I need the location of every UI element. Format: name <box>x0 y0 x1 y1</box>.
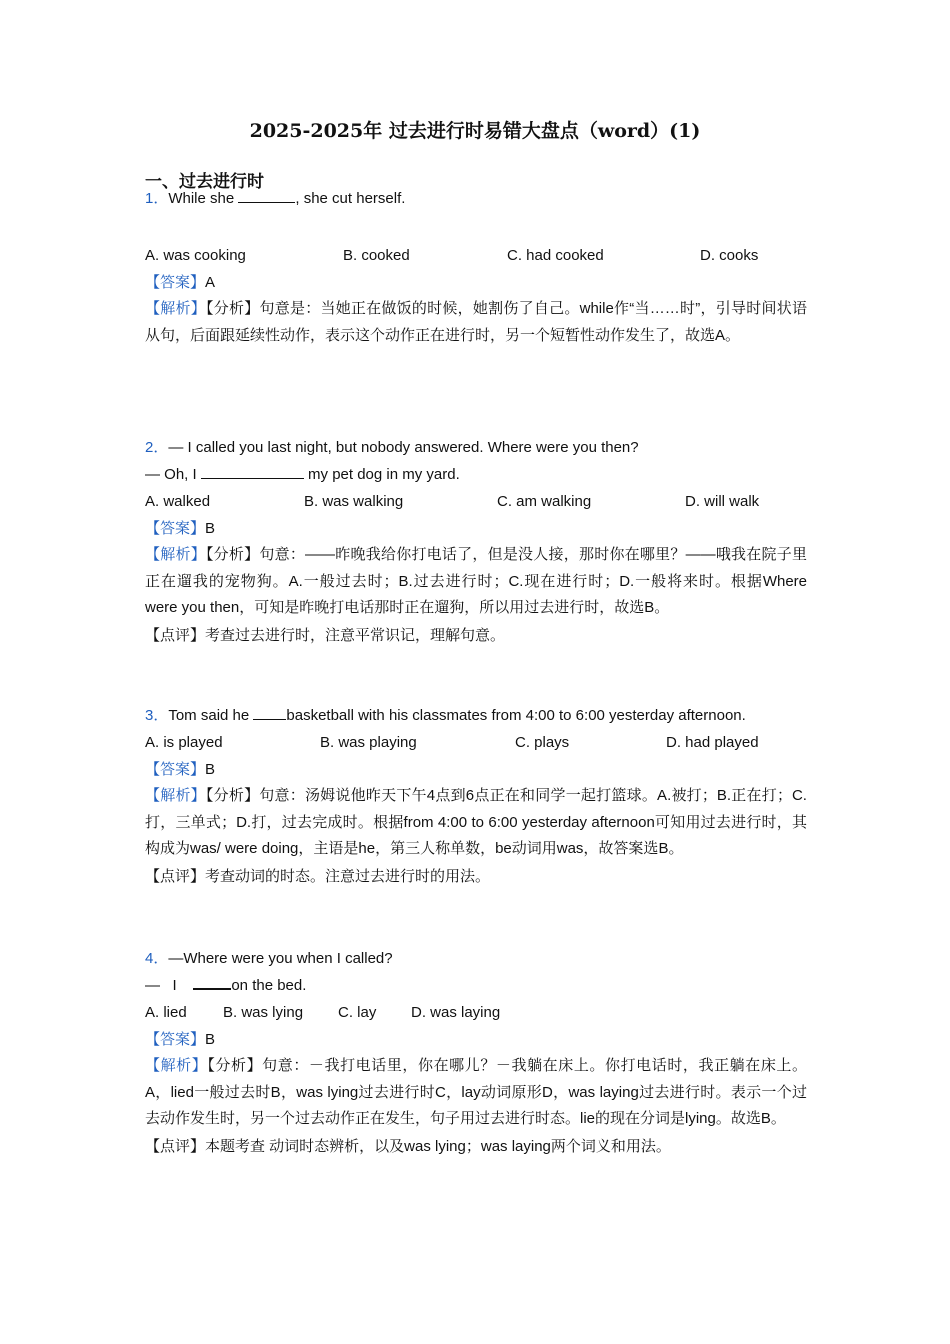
option-d: D. will walk <box>685 493 760 510</box>
option-b: B. was walking <box>304 493 404 510</box>
option-a: A. is played <box>145 734 223 751</box>
option-c: C. had cooked <box>507 247 604 264</box>
option-d: D. cooks <box>700 247 759 264</box>
answer-value: B <box>205 761 216 778</box>
options-row <box>145 242 807 269</box>
answer-blank <box>201 464 304 479</box>
option-c: C. lay <box>338 1004 377 1021</box>
section-heading: 一、过去进行时 <box>145 172 264 191</box>
question-stem-line-2: — Oh, I my pet dog in my yard. <box>145 466 460 483</box>
option-a: A. lied <box>145 1004 187 1021</box>
analysis-tag: 【解析】 <box>145 787 206 804</box>
question-1 <box>145 185 807 349</box>
analysis-paragraph: 【解析】【分析】句意：汤姆说他昨天下午4点到6点正在和同学一起打篮球。A.被打；B.正在打；C.打，三单式；D.打，过去完成时。根据from 4:00 to 6:00 yesterday afternoon可知用过去进行时，其构成为was/ were doing，主语是he，第三人称单数，be动词用was，故答案选B。 <box>145 787 807 858</box>
answer-line <box>145 1026 807 1053</box>
question-stem: 4．—Where were you when I called? <box>145 950 393 967</box>
analysis-paragraph: 【解析】【分析】句意是：当她正在做饭的时候，她割伤了自己。while作“当……时”，引导时间状语从句，后面跟延续性动作，表示这个动作正在进行时，另一个短暂性动作发生了，故选A。 <box>145 300 807 344</box>
analysis-tag: 【解析】 <box>145 1057 208 1074</box>
question-stem: 3．Tom said he basketball with his classmates from 4:00 to 6:00 yesterday afternoon. <box>145 707 746 724</box>
answer-tag: 【答案】 <box>145 520 206 537</box>
analysis-tag: 【解析】 <box>145 300 206 317</box>
answer-line <box>145 269 807 296</box>
answer-tag: 【答案】 <box>145 274 206 291</box>
answer-value: B <box>205 1031 216 1048</box>
analysis-paragraph: 【解析】【分析】句意：——昨晚我给你打电话了，但是没人接，那时你在哪里？——哦我在院子里正在遛我的宠物狗。A.一般过去时；B.过去进行时；C.现在进行时；D.一般将来时。根据Where were you then，可知是昨晚打电话那时正在遛狗，所以用过去进行时，故选B。 <box>145 546 807 617</box>
comment-line: 【点评】本题考查 动词时态辨析，以及was lying；was laying两个词义和用法。 <box>145 1138 671 1156</box>
analysis-paragraph: 【解析】【分析】句意：－我打电话里，你在哪儿？－我躺在床上。你打电话时，我正躺在床上。A，lied一般过去时B，was lying过去进行时C，lay动词原形D，was laying过去进行时。表示一个过去动作发生时，另一个过去动作正在发生，句子用过去进行时态。lie的现在分词是lying。故选B。 <box>145 1057 807 1128</box>
answer-tag: 【答案】 <box>145 761 206 778</box>
option-d: D. was laying <box>411 1004 501 1021</box>
option-b: B. was lying <box>223 1004 304 1021</box>
option-c: C. plays <box>515 734 570 751</box>
answer-line <box>145 756 807 783</box>
options-row <box>145 729 807 756</box>
analysis-tag: 【解析】 <box>145 546 206 563</box>
question-stem: 1．While she , she cut herself. <box>145 190 406 207</box>
question-number: 2． <box>145 439 169 456</box>
option-c: C. am walking <box>497 493 592 510</box>
answer-value: A <box>205 274 216 291</box>
question-number: 1． <box>145 190 169 207</box>
question-3 <box>145 702 807 890</box>
document-title: 2025-2025年 过去进行时易错大盘点（word）(1) <box>249 120 701 142</box>
option-a: A. was cooking <box>145 247 246 264</box>
question-stem: 2．— I called you last night, but nobody answered. Where were you then? <box>145 439 639 456</box>
answer-tag: 【答案】 <box>145 1031 206 1048</box>
question-2 <box>145 434 807 649</box>
comment-line: 【点评】考查动词的时态。注意过去进行时的用法。 <box>145 868 491 886</box>
question-4 <box>145 945 807 1160</box>
options-row <box>145 999 807 1026</box>
comment-line: 【点评】考查过去进行时，注意平常识记，理解句意。 <box>145 627 506 645</box>
answer-line <box>145 515 807 542</box>
answer-blank <box>193 974 231 990</box>
question-number: 4． <box>145 950 169 967</box>
question-number: 3． <box>145 707 169 724</box>
options-row <box>145 488 807 515</box>
option-a: A. walked <box>145 493 211 510</box>
answer-blank <box>238 188 295 203</box>
option-b: B. was playing <box>320 734 417 751</box>
answer-blank <box>253 705 286 720</box>
question-stem-line-2: — I on the bed. <box>145 972 807 999</box>
option-d: D. had played <box>666 734 759 751</box>
option-b: B. cooked <box>343 247 410 264</box>
answer-value: B <box>205 520 216 537</box>
